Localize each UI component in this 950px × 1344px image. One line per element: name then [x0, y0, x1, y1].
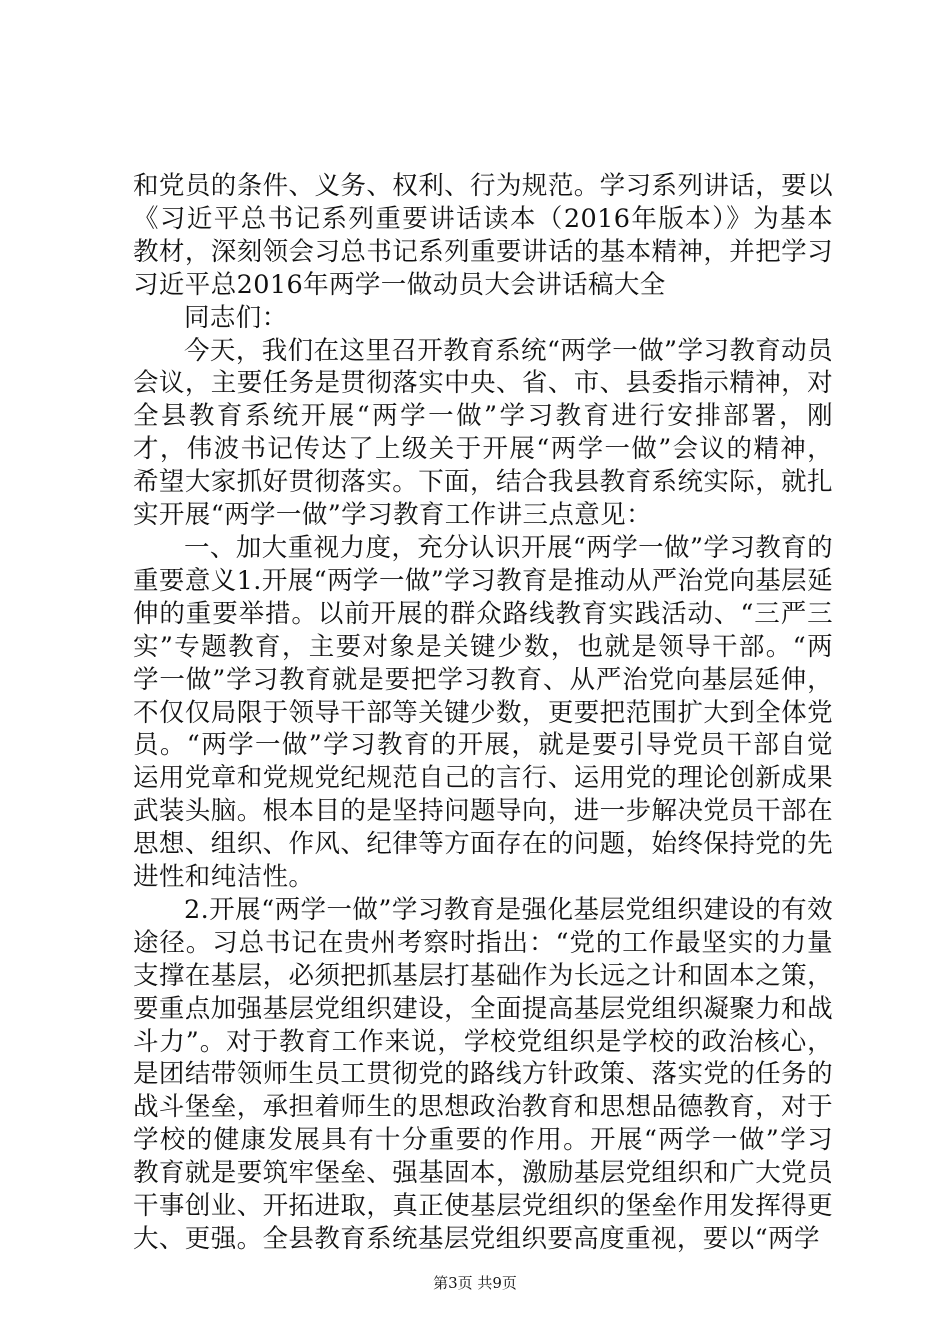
- paragraph-5: 2.开展“两学一做”学习教育是强化基层党组织建设的有效途径。习总书记在贵州考察时指出：“党的工作最坚实的力量支撑在基层，必须把抓基层打基础作为长远之计和固本之策，要重点加强基层党组织建设，全面提高基层党组织凝聚力和战斗力”。对于教育工作来说，学校党组织是学校的政治核心，是团结带领师生员工贯彻党的路线方针政策、落实党的任务的战斗堡垒，承担着师生的思想政治教育和思想品德教育，对于学校的健康发展具有十分重要的作用。开展“两学一做”学习教育就是要筑牢堡垒、强基固本，激励基层党组织和广大党员干事创业、开拓进取，真正使基层党组织的堡垒作用发挥得更大、更强。全县教育系统基层党组织要高度重视，要以“两学: [133, 894, 833, 1254]
- paragraph-3: 今天，我们在这里召开教育系统“两学一做”学习教育动员会议，主要任务是贯彻落实中央、省、市、县委指示精神，对全县教育系统开展“两学一做”学习教育进行安排部署，刚才，伟波书记传达了上级关于开展“两学一做”会议的精神，希望大家抓好贯彻落实。下面，结合我县教育系统实际，就扎实开展“两学一做”学习教育工作讲三点意见：: [133, 335, 833, 531]
- document-body: [133, 170, 833, 1256]
- paragraph-4: 一、加大重视力度，充分认识开展“两学一做”学习教育的重要意义1.开展“两学一做”学习教育是推动从严治党向基层延伸的重要举措。以前开展的群众路线教育实践活动、“三严三实”专题教育，主要对象是关键少数，也就是领导干部。“两学一做”学习教育就是要把学习教育、从严治党向基层延伸，不仅仅局限于领导干部等关键少数，更要把范围扩大到全体党员。“两学一做”学习教育的开展，就是要引导党员干部自觉运用党章和党规党纪规范自己的言行、运用党的理论创新成果武装头脑。根本目的是坚持问题导向，进一步解决党员干部在思想、组织、作风、纪律等方面存在的问题，始终保持党的先进性和纯洁性。: [133, 532, 833, 893]
- page-number-footer: 第3页 共9页: [433, 1274, 517, 1292]
- paragraph-2-salutation: 同志们：: [184, 302, 288, 333]
- paragraph-1: 和党员的条件、义务、权利、行为规范。学习系列讲话，要以《习近平总书记系列重要讲话读本（2016年版本）》为基本教材，深刻领会习总书记系列重要讲话的基本精神，并把学习习近平总2016年两学一做动员大会讲话稿大全: [133, 171, 833, 300]
